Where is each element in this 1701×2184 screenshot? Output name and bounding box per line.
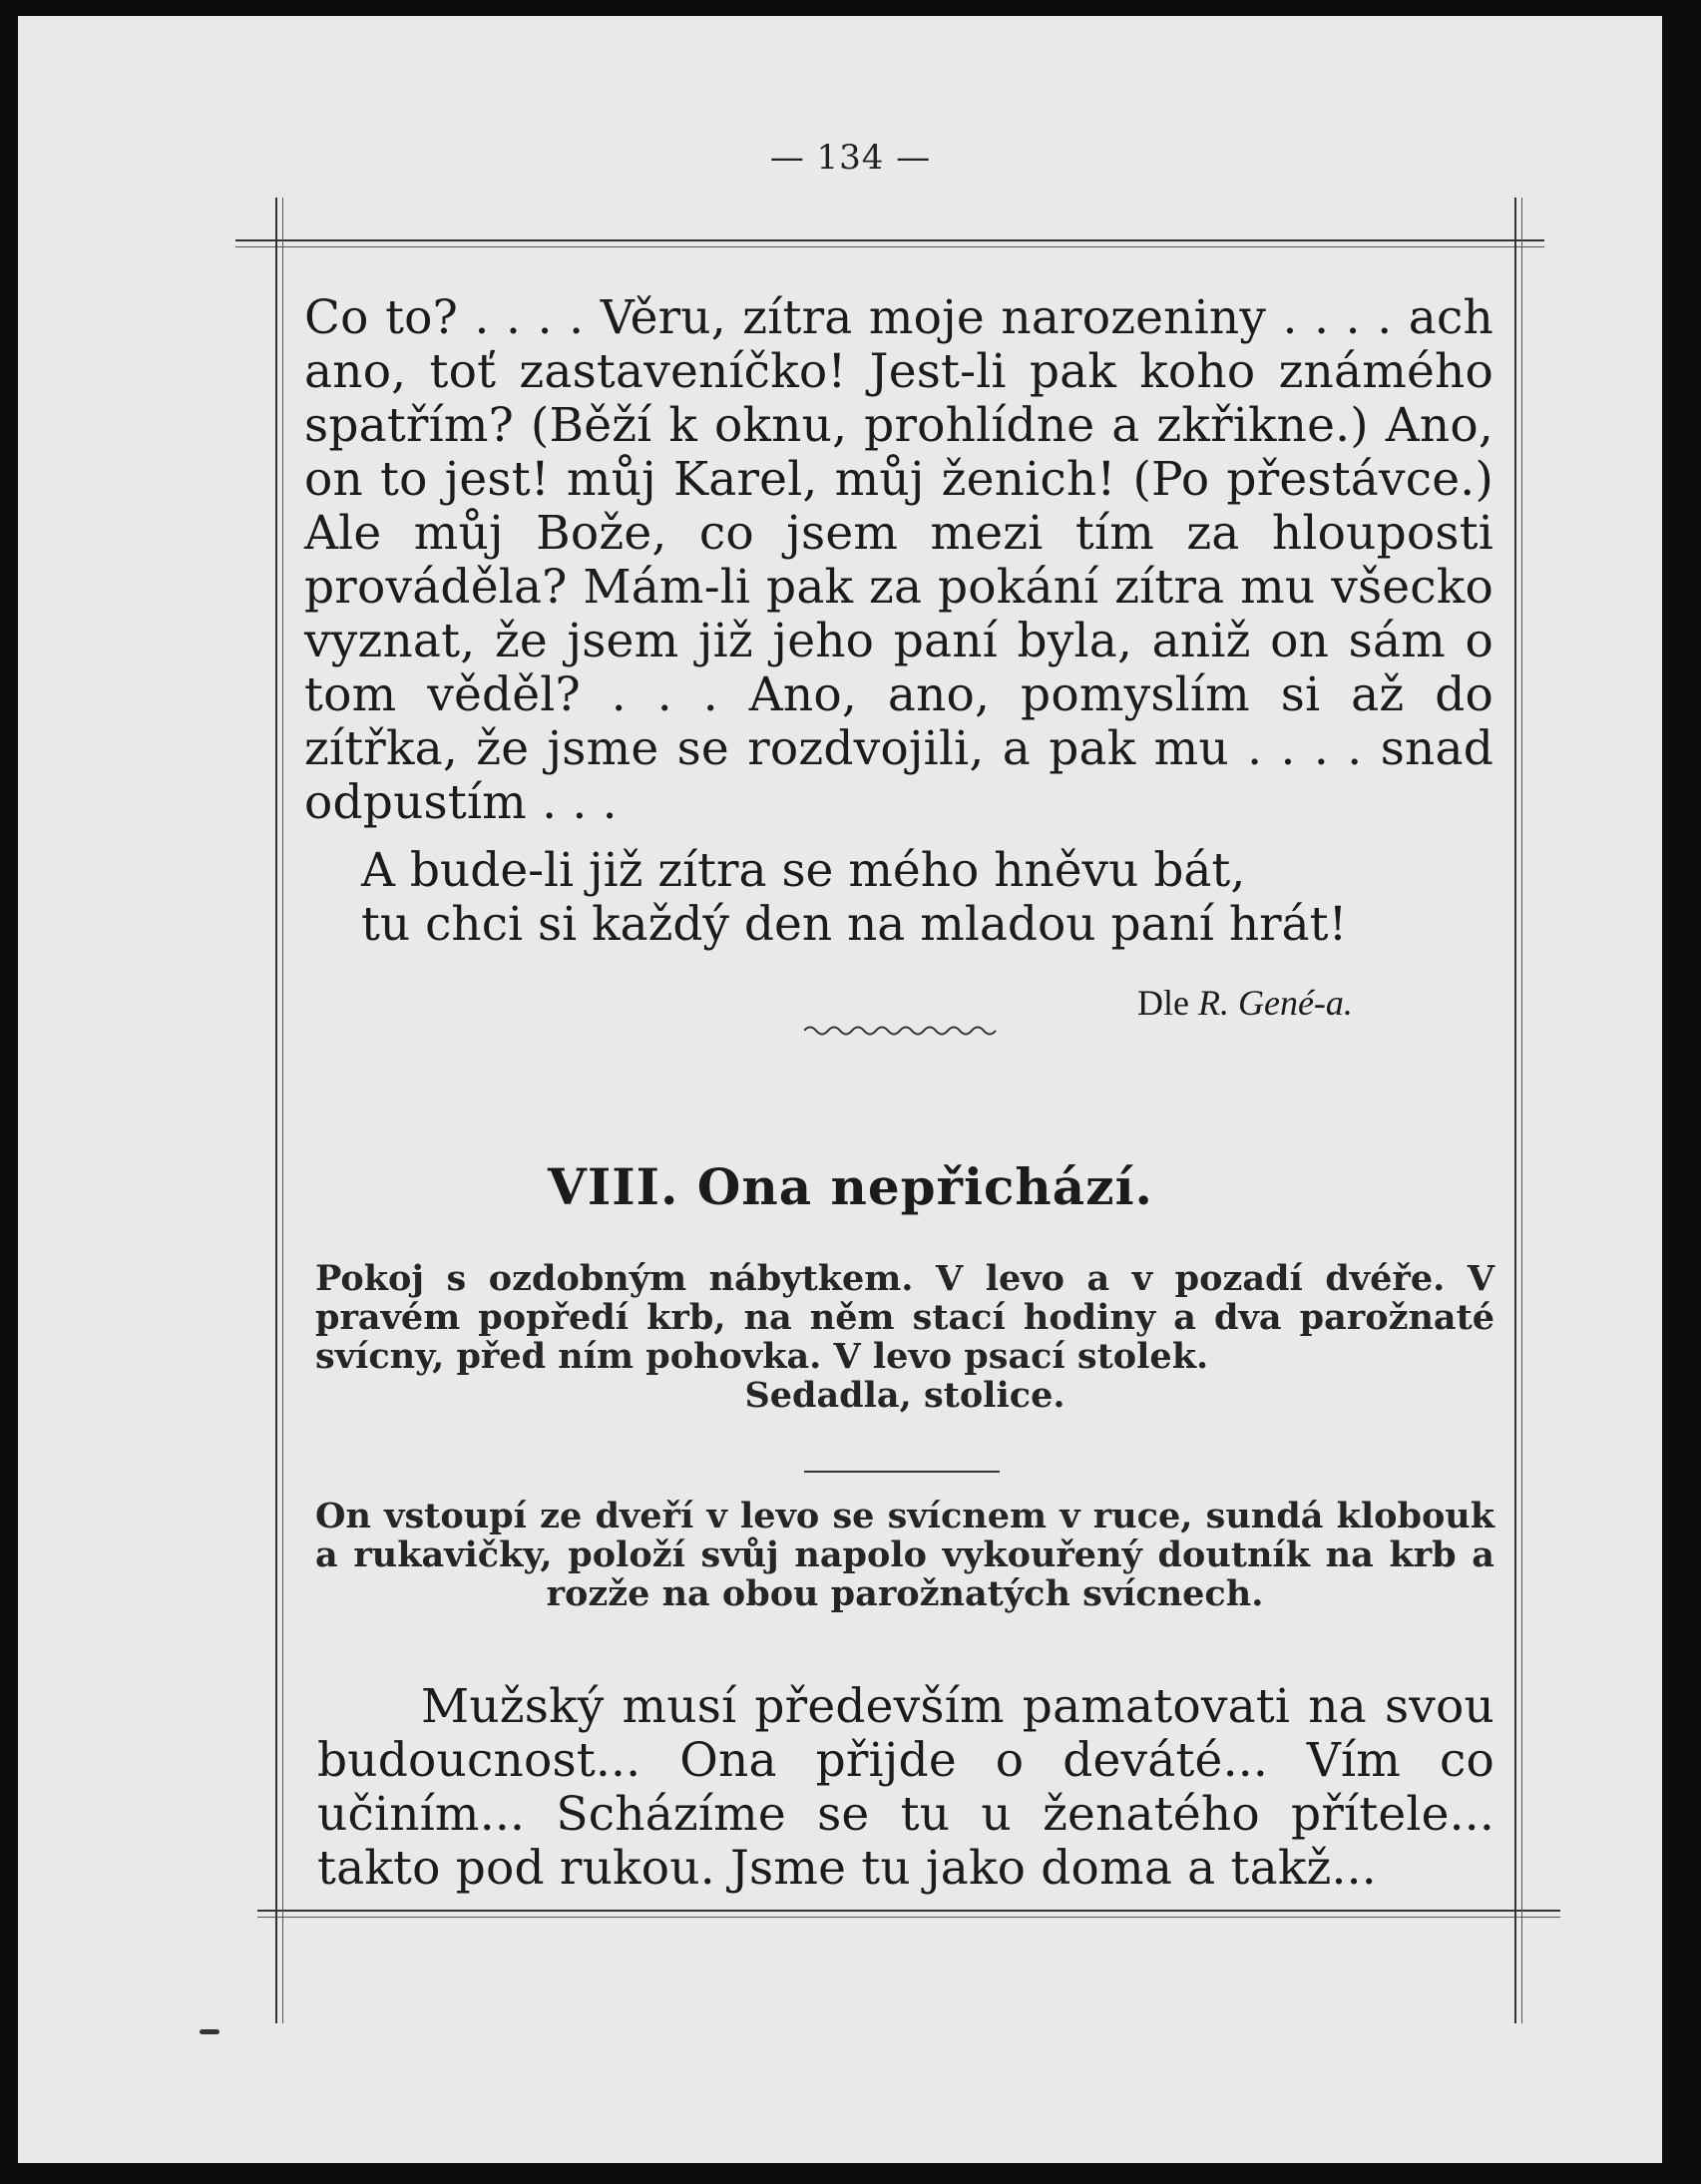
short-divider-rule	[804, 1471, 1000, 1473]
wavy-divider-ornament	[804, 1024, 1000, 1038]
frame-top-rule	[235, 239, 1544, 241]
verse-line-1: A bude-li již zítra se mého hněvu bát,	[361, 843, 1246, 898]
frame-bottom-rule-inner	[257, 1917, 1560, 1918]
verse-line-2: tu chci si každý den na mladou paní hrát!	[361, 897, 1348, 952]
stage-setting	[315, 1259, 1494, 1415]
chapter-title: VIII. Ona nepřichází.	[548, 1157, 1153, 1216]
frame-left-line	[275, 198, 277, 2023]
author-credit	[1137, 982, 1353, 1024]
scan-speck	[200, 2029, 219, 2034]
stage-setting-text: Pokoj s ozdobným nábytkem. V levo a v pozadí dvéře. V pravém popředí krb, na něm stací hodiny a dva parožnaté svícny, před ním pohovka. V levo psací stolek.	[315, 1258, 1494, 1377]
frame-left-line-inner	[282, 198, 283, 2023]
monologue-paragraph: Mužský musí především pamatovati na svou budoucnost... Ona přijde o deváté... Vím co učiním... Scházíme se tu u ženatého přítele... takto pod rukou. Jsme tu jako doma a takž...	[317, 1679, 1494, 1896]
stage-setting-last-line: Sedadla, stolice.	[744, 1375, 1065, 1416]
frame-corner-stub	[275, 198, 277, 241]
credit-author: R. Gené-a.	[1197, 983, 1353, 1023]
stage-action: On vstoupí ze dveří v levo se svícnem v ruce, sundá klobouk a rukavičky, položí svůj napolo vykouřený doutník na krb a rozže na obou parožnatých svícnech.	[315, 1496, 1494, 1614]
frame-right-line	[1514, 198, 1516, 2023]
monologue-block	[317, 1680, 1494, 1896]
frame-right-line-inner	[1521, 198, 1522, 2023]
page-number: — 134 —	[769, 138, 932, 178]
frame-top-rule-inner	[235, 246, 1544, 247]
credit-prefix: Dle	[1137, 983, 1189, 1023]
frame-bottom-rule	[257, 1910, 1560, 1912]
previous-scene-paragraph: Co to? . . . . Věru, zítra moje narozeniny . . . . ach ano, toť zastaveníčko! Jest-li pak koho známého spatřím? (Běží k oknu, prohlídne a zkřikne.) Ano, on to jest! můj Karel, můj ženich! (Po přestávce.) Ale můj Bože, co jsem mezi tím za hlouposti prováděla? Mám-li pak za pokání zítra mu všecko vyznat, že jsem již jeho paní byla, aniž on sám o tom věděl? . . . Ano, ano, pomyslím si až do zítřka, že jsme se rozdvojili, a pak mu . . . . snad odpustím . . .	[304, 290, 1493, 830]
previous-scene-block	[304, 291, 1493, 830]
